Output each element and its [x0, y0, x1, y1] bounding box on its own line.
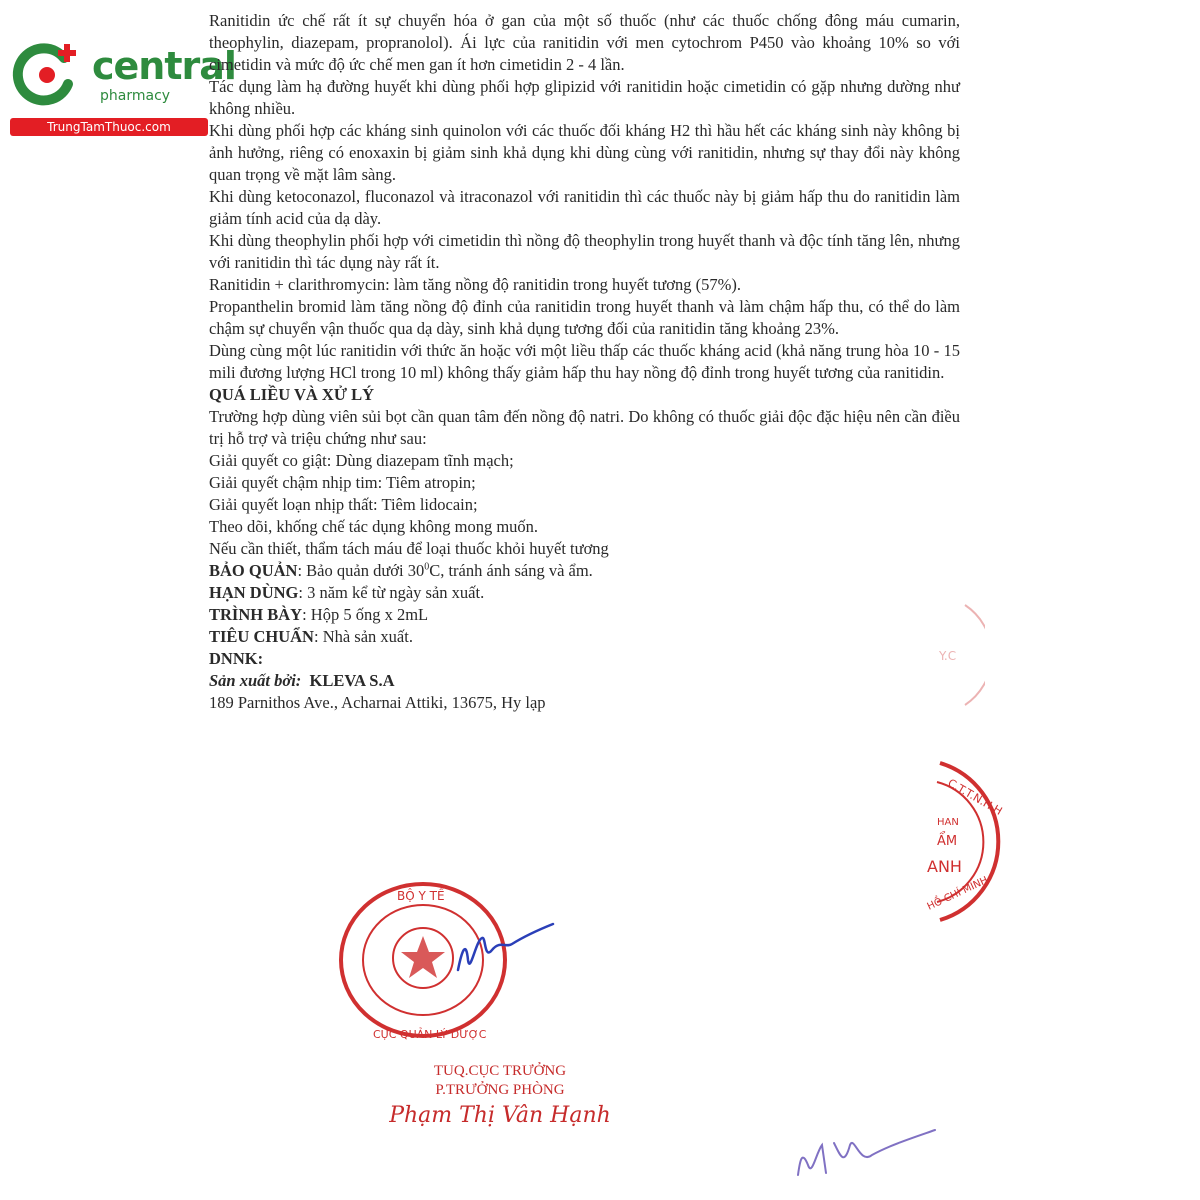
paragraph: Ranitidin ức chế rất ít sự chuyển hóa ở gan của một số thuốc (như các thuốc chống đông máu cumarin, theophylin, diazepam, propranolol). Ái lực của ranitidin với men cytochrom P450 vào khoảng 10% so với cimetidin và mức độ ức chế men gan ít hơn cimetidin 2 - 4 lần.: [209, 11, 960, 74]
paragraph: Propanthelin bromid làm tăng nồng độ đỉnh của ranitidin trong huyết thanh và làm chậm hấp thu, có thể do làm chậm sự chuyển vận thuốc qua dạ dày, sinh khả dụng tương đối của ranitidin tăng khoảng 23%.: [209, 297, 960, 338]
shelf-life-label: HẠN DÙNG: [209, 583, 299, 602]
manufacturer-label: Sản xuất bởi:: [209, 671, 302, 690]
stamp-right-line: HAN: [937, 817, 959, 828]
paragraph: Khi dùng phối hợp các kháng sinh quinolon với các thuốc đối kháng H2 thì hầu hết các kháng sinh này không bị ảnh hưởng, riêng có enoxaxin bị giảm sinh khả dụng khi dùng cùng với ranitidin, nhưng sự thay đổi này không quan trọng về mặt lâm sàng.: [209, 121, 960, 184]
paragraph: Ranitidin + clarithromycin: làm tăng nồng độ ranitidin trong huyết tương (57%).: [209, 275, 741, 294]
overdose-line: Giải quyết loạn nhịp thất: Tiêm lidocain;: [209, 495, 478, 514]
company-stamp-right: [915, 760, 1010, 925]
standard-line: [209, 626, 960, 648]
paragraph: Khi dùng ketoconazol, fluconazol và itraconazol với ranitidin thì các thuốc này bị giảm hấp thu do ranitidin làm giảm tính acid của dạ dày.: [209, 187, 960, 228]
partial-stamp-top-right: [925, 600, 985, 710]
shelf-life-line: [209, 582, 960, 604]
central-pharmacy-logo-icon: [12, 40, 82, 110]
logo-wordmark: central: [92, 44, 236, 88]
overdose-line: Giải quyết co giật: Dùng diazepam tĩnh mạch;: [209, 451, 514, 470]
stamp-right-line: C.T.T.N.H.H: [945, 776, 1005, 818]
overdose-line: Theo dõi, khống chế tác dụng không mong muốn.: [209, 517, 539, 536]
overdose-line: Nếu cần thiết, thẩm tách máu để loại thuốc khỏi huyết tương: [209, 539, 609, 558]
overdose-line: Giải quyết chậm nhịp tim: Tiêm atropin;: [209, 473, 476, 492]
logo-subtitle: pharmacy: [100, 88, 171, 104]
storage-degree: 0: [424, 561, 430, 573]
stamp-right-line: HỒ CHÍ MINH: [925, 874, 990, 913]
logo-website-bar: TrungTamThuoc.com: [10, 118, 208, 136]
importer-label: DNNK:: [209, 649, 264, 668]
presentation-value: : Hộp 5 ống x 2mL: [302, 605, 429, 624]
stamp-right-line: ANH: [927, 857, 962, 876]
paragraph: Dùng cùng một lúc ranitidin với thức ăn hoặc với một liều thấp các thuốc kháng acid (khả năng trung hòa 10 - 15 mili đương lượng HCl trong 10 ml) không thấy giảm hấp thu hay nồng độ đỉnh trong huyết tương của ranitidin.: [209, 341, 960, 382]
storage-label: BẢO QUẢN: [209, 561, 298, 580]
presentation-label: TRÌNH BÀY: [209, 605, 303, 624]
shelf-life-value: : 3 năm kể từ ngày sản xuất.: [298, 583, 485, 602]
signature-title-2: P.TRƯỞNG PHÒNG: [435, 1082, 565, 1098]
seal-bottom-text: CỤC QUẢN LÝ DƯỢC: [373, 1028, 487, 1041]
presentation-line: [209, 604, 960, 626]
handwritten-initials: [790, 1125, 940, 1190]
standard-value: : Nhà sản xuất.: [313, 627, 413, 646]
overdose-line: Trường hợp dùng viên sủi bọt cần quan tâm đến nồng độ natri. Do không có thuốc giải độc đặc hiệu nên cần điều trị hỗ trợ và triệu chứng như sau:: [209, 407, 960, 448]
manufacturer-address: 189 Parnithos Ave., Acharnai Attiki, 13675, Hy lạp: [209, 693, 546, 712]
storage-value: : Bảo quản dưới 30: [297, 561, 425, 580]
official-signature: [448, 920, 558, 980]
signatory-name: Phạm Thị Vân Hạnh: [389, 1103, 611, 1128]
storage-value-end: C, tránh ánh sáng và ẩm.: [429, 561, 593, 580]
stamp-right-line: ẨM: [937, 834, 958, 849]
pharmacy-logo: [10, 38, 236, 138]
manufacturer-line: [209, 670, 960, 692]
signature-title-1: TUQ.CỤC TRƯỞNG: [433, 1063, 567, 1079]
document-body: [209, 10, 960, 714]
signature-block: [380, 1062, 620, 1128]
storage-line: [209, 560, 960, 582]
overdose-heading: QUÁ LIỀU VÀ XỬ LÝ: [209, 385, 375, 404]
manufacturer-name: KLEVA S.A: [309, 671, 395, 690]
paragraph: Khi dùng theophylin phối hợp với cimetidin thì nồng độ theophylin trong huyết thanh và độc tính tăng lên, nhưng với ranitidin thì tác dụng này rất ít.: [209, 231, 960, 272]
seal-top-text: BỘ Y TẾ: [397, 889, 445, 903]
standard-label: TIÊU CHUẨN: [209, 627, 314, 646]
svg-text:Y.C: Y.C: [939, 649, 957, 663]
paragraph: Tác dụng làm hạ đường huyết khi dùng phối hợp glipizid với ranitidin hoặc cimetidin có gặp nhưng dường như không nhiều.: [209, 77, 960, 118]
